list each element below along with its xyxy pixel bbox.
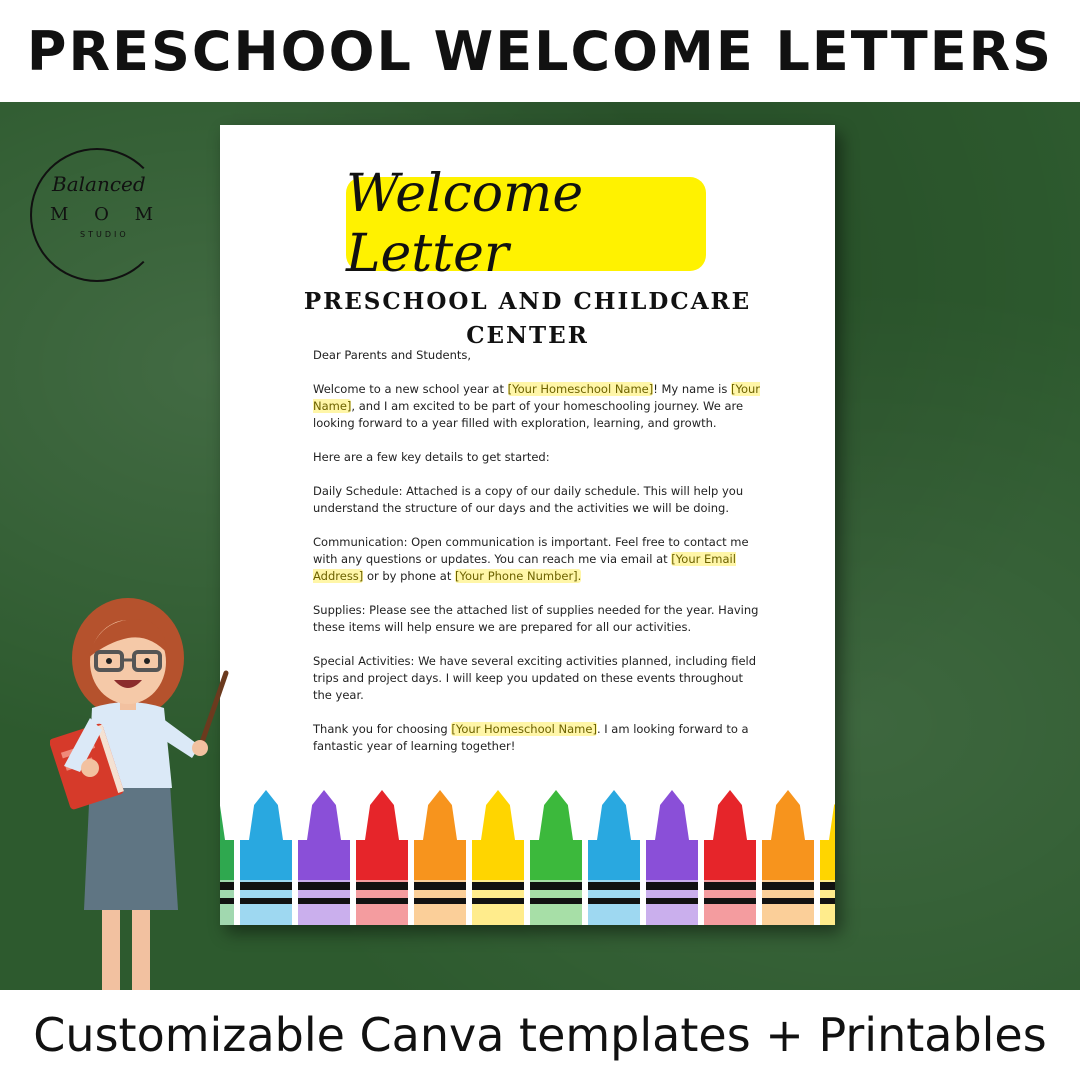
crayon: [762, 790, 814, 925]
welcome-title-pill: [346, 164, 706, 284]
crayon: [588, 790, 640, 925]
footer-tagline: Customizable Canva templates + Printables: [33, 1008, 1047, 1062]
welcome-script-title: Welcome Letter: [346, 164, 584, 284]
heading-line-1: PRESCHOOL AND CHILDCARE: [303, 288, 752, 315]
paragraph-activities: Special Activities: We have several exciting activities planned, including field trips and project days. I will keep you updated on these events throughout the year.: [313, 654, 757, 702]
logo-sub: STUDIO: [80, 230, 129, 239]
paragraph-closing: Thank you for choosing [Your Homeschool Name]. I am looking forward to a fantastic year of learning together!: [313, 722, 749, 753]
crayon: [414, 790, 466, 925]
paragraph-supplies: Supplies: Please see the attached list of supplies needed for the year. Having these items will help ensure we are prepared for all our activities.: [313, 603, 759, 634]
logo-name: M O M: [50, 204, 164, 225]
letter-heading: [240, 285, 815, 353]
logo-script: Balanced: [52, 172, 146, 196]
teacher-illustration: [50, 598, 230, 990]
placeholder-homeschool-name-2: [Your Homeschool Name]: [451, 722, 597, 736]
crayon: [472, 790, 524, 925]
bottom-banner: [0, 990, 1080, 1080]
placeholder-email: [Your Email Address]: [313, 552, 736, 583]
placeholder-homeschool-name: [Your Homeschool Name]: [507, 382, 654, 396]
heading-line-2: CENTER: [466, 322, 589, 349]
placeholder-your-name: [Your Name]: [313, 382, 761, 413]
paragraph-intro: Welcome to a new school year at [Your Homeschool Name]! My name is [Your Name], and I am excited to be part of your homeschooling journey. We are looking forward to a year filled with exploration, learning, and growth.: [313, 382, 761, 430]
paragraph-key-details: Here are a few key details to get started:: [313, 450, 550, 464]
crayon: [356, 790, 408, 925]
crayon: [646, 790, 698, 925]
crayon: [704, 790, 756, 925]
paragraph-communication: Communication: Open communication is important. Feel free to contact me with any questions or updates. You can reach me via email at [Your Email Address] or by phone at [Your Phone Number].: [313, 535, 749, 583]
top-banner: [0, 0, 1080, 102]
crayon-border: [220, 790, 835, 925]
brand-logo: [22, 148, 172, 288]
letter-body: [313, 347, 763, 772]
crayon: [298, 790, 350, 925]
crayon: [820, 790, 835, 925]
banner-title: PRESCHOOL WELCOME LETTERS: [26, 19, 1054, 83]
crayon: [530, 790, 582, 925]
letter-page: [220, 125, 835, 925]
placeholder-phone: [Your Phone Number].: [455, 569, 582, 583]
greeting: Dear Parents and Students,: [313, 348, 472, 362]
crayon: [240, 790, 292, 925]
paragraph-schedule: Daily Schedule: Attached is a copy of our daily schedule. This will help you understand the structure of our days and the activities we will be doing.: [313, 484, 744, 515]
